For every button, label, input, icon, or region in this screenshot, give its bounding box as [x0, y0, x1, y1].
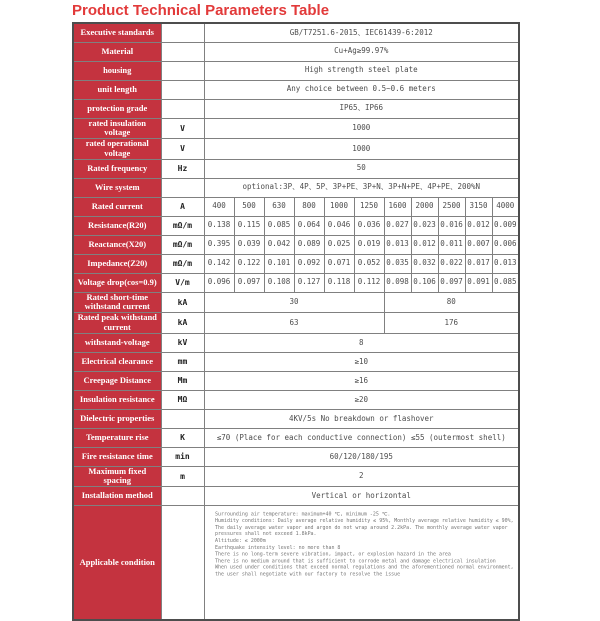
row-unit — [161, 99, 204, 118]
value-cell: 0.012 — [465, 216, 492, 235]
value-cell: Cu+Ag≥99.97% — [204, 42, 519, 61]
row-label: Installation method — [73, 487, 161, 506]
value-cell: 0.013 — [492, 254, 519, 273]
row-unit: V/m — [161, 273, 204, 292]
row-unit: V — [161, 118, 204, 139]
table-row — [73, 197, 519, 216]
value-cell: 50 — [204, 159, 519, 178]
value-cell: 0.039 — [234, 235, 264, 254]
table-row — [73, 409, 519, 428]
value-cell: 80 — [384, 292, 519, 313]
value-cell: optional:3P、4P、5P、3P+PE、3P+N、3P+N+PE、4P+PE、200%N — [204, 178, 519, 197]
value-cell: 0.071 — [324, 254, 354, 273]
table-row — [73, 139, 519, 160]
value-cell: 0.112 — [354, 273, 384, 292]
value-cell: 1000 — [204, 118, 519, 139]
value-cell: 0.091 — [465, 273, 492, 292]
row-label: Electrical clearance — [73, 352, 161, 371]
row-unit: mΩ/m — [161, 216, 204, 235]
row-label: Voltage drop(cos=0.9) — [73, 273, 161, 292]
row-label: Resistance(R20) — [73, 216, 161, 235]
table-row — [73, 235, 519, 254]
value-cell: 4000 — [492, 197, 519, 216]
value-cell: 0.042 — [264, 235, 294, 254]
table-row — [73, 42, 519, 61]
value-cell: ≥10 — [204, 352, 519, 371]
table-row — [73, 313, 519, 334]
value-cell: 0.064 — [294, 216, 324, 235]
value-cell: 0.138 — [204, 216, 234, 235]
row-unit: mΩ/m — [161, 254, 204, 273]
value-cell: Vertical or horizontal — [204, 487, 519, 506]
row-label: Insulation resistance — [73, 390, 161, 409]
value-cell: 0.089 — [294, 235, 324, 254]
row-unit: Hz — [161, 159, 204, 178]
row-label: unit length — [73, 80, 161, 99]
row-unit — [161, 409, 204, 428]
row-label: Executive standards — [73, 23, 161, 42]
value-cell: 1000 — [204, 139, 519, 160]
row-label: Maximum fixed spacing — [73, 466, 161, 487]
row-label: Rated peak withstand current — [73, 313, 161, 334]
parameters-table-body — [73, 23, 519, 620]
value-cell: 0.097 — [234, 273, 264, 292]
value-cell: 0.046 — [324, 216, 354, 235]
value-cell: 500 — [234, 197, 264, 216]
table-row — [73, 487, 519, 506]
value-cell: 0.027 — [384, 216, 411, 235]
value-cell: 1600 — [384, 197, 411, 216]
value-cell: 800 — [294, 197, 324, 216]
row-unit — [161, 487, 204, 506]
value-cell: 0.122 — [234, 254, 264, 273]
row-label: Rated short-time withstand current — [73, 292, 161, 313]
row-label: Reactance(X20) — [73, 235, 161, 254]
row-label: Material — [73, 42, 161, 61]
table-row — [73, 80, 519, 99]
value-cell: 0.009 — [492, 216, 519, 235]
value-cell: 0.097 — [438, 273, 465, 292]
value-cell: 0.096 — [204, 273, 234, 292]
value-cell: 0.023 — [411, 216, 438, 235]
value-cell: 0.142 — [204, 254, 234, 273]
row-label: Rated frequency — [73, 159, 161, 178]
value-cell: 0.106 — [411, 273, 438, 292]
value-cell: ≤70 (Place for each conductive connection) ≤55 (outermost shell) — [204, 428, 519, 447]
value-cell: 0.025 — [324, 235, 354, 254]
value-cell: 0.022 — [438, 254, 465, 273]
table-row — [73, 447, 519, 466]
value-cell: 1250 — [354, 197, 384, 216]
row-label: Wire system — [73, 178, 161, 197]
value-cell: 2500 — [438, 197, 465, 216]
value-cell: ≥20 — [204, 390, 519, 409]
value-cell: 0.395 — [204, 235, 234, 254]
value-cell: Any choice between 0.5~0.6 meters — [204, 80, 519, 99]
table-row — [73, 371, 519, 390]
row-label: Fire resistance time — [73, 447, 161, 466]
value-cell: 3150 — [465, 197, 492, 216]
value-cell: High strength steel plate — [204, 61, 519, 80]
value-cell: 0.011 — [438, 235, 465, 254]
row-label: withstand-voltage — [73, 333, 161, 352]
value-cell: 0.036 — [354, 216, 384, 235]
table-row — [73, 118, 519, 139]
row-unit — [161, 178, 204, 197]
value-cell: 0.101 — [264, 254, 294, 273]
value-cell: 0.016 — [438, 216, 465, 235]
value-cell: 60/120/180/195 — [204, 447, 519, 466]
value-cell: 0.017 — [465, 254, 492, 273]
row-label: protection grade — [73, 99, 161, 118]
row-label: housing — [73, 61, 161, 80]
table-row — [73, 178, 519, 197]
row-unit: kA — [161, 292, 204, 313]
table-row — [73, 23, 519, 42]
value-cell: 0.032 — [411, 254, 438, 273]
table-row — [73, 333, 519, 352]
row-unit — [161, 42, 204, 61]
table-row — [73, 99, 519, 118]
row-unit: Mm — [161, 371, 204, 390]
row-unit — [161, 80, 204, 99]
value-cell: 176 — [384, 313, 519, 334]
row-unit: kA — [161, 313, 204, 334]
condition-text: Surrounding air temperature: maximum+40 ℃, minimum -25 ℃. Humidity conditions: Daily average relative humidity ≤ 95%, Monthly average relative humidity ≤ 90%, The daily average water vapor and argon do not wrap around 2.2kPa. The monthly average water vapor pressures shall not exceed 1.8kPa. Altitude: ≤ 2000m Earthquake intensity level: no more than 8 There is no long-term severe vibration, impact, or explosion hazard in the area There is no medium around that is sufficient to corrode metal and damage electrical insulation When used under conditions that exceed normal regulations and the aforementioned normal environment, the user shall negotiate with our factory to resolve the issue — [214, 511, 514, 577]
row-unit — [161, 506, 204, 620]
row-label: Rated current — [73, 197, 161, 216]
value-cell — [204, 506, 519, 620]
row-unit: K — [161, 428, 204, 447]
value-cell: 0.012 — [411, 235, 438, 254]
row-label: Dielectric properties — [73, 409, 161, 428]
value-cell: 0.098 — [384, 273, 411, 292]
value-cell: IP65、IP66 — [204, 99, 519, 118]
value-cell: 0.006 — [492, 235, 519, 254]
value-cell: 0.115 — [234, 216, 264, 235]
row-unit: min — [161, 447, 204, 466]
table-row — [73, 216, 519, 235]
row-unit: MΩ — [161, 390, 204, 409]
value-cell: 2000 — [411, 197, 438, 216]
table-row — [73, 352, 519, 371]
row-unit: mm — [161, 352, 204, 371]
value-cell: 0.127 — [294, 273, 324, 292]
value-cell: 30 — [204, 292, 384, 313]
value-cell: 400 — [204, 197, 234, 216]
row-label: Temperature rise — [73, 428, 161, 447]
row-label: Impedance(Z20) — [73, 254, 161, 273]
table-row — [73, 254, 519, 273]
table-row — [73, 390, 519, 409]
table-row — [73, 292, 519, 313]
row-label: rated operational voltage — [73, 139, 161, 160]
table-row — [73, 159, 519, 178]
value-cell: 0.108 — [264, 273, 294, 292]
value-cell: 0.092 — [294, 254, 324, 273]
value-cell: 0.052 — [354, 254, 384, 273]
value-cell: GB/T7251.6-2015、IEC61439-6:2012 — [204, 23, 519, 42]
row-unit: mΩ/m — [161, 235, 204, 254]
row-unit: V — [161, 139, 204, 160]
value-cell: 0.007 — [465, 235, 492, 254]
row-label: Creepage Distance — [73, 371, 161, 390]
value-cell: 8 — [204, 333, 519, 352]
value-cell: 4KV/5s No breakdown or flashover — [204, 409, 519, 428]
row-unit — [161, 61, 204, 80]
value-cell: 1000 — [324, 197, 354, 216]
value-cell: 0.019 — [354, 235, 384, 254]
value-cell: 0.085 — [492, 273, 519, 292]
table-row — [73, 273, 519, 292]
row-unit: kV — [161, 333, 204, 352]
value-cell: 2 — [204, 466, 519, 487]
row-unit: m — [161, 466, 204, 487]
table-row — [73, 428, 519, 447]
value-cell: ≥16 — [204, 371, 519, 390]
table-row — [73, 506, 519, 620]
table-row — [73, 61, 519, 80]
value-cell: 0.035 — [384, 254, 411, 273]
page-title: Product Technical Parameters Table — [72, 2, 330, 19]
parameters-table — [72, 22, 520, 621]
value-cell: 63 — [204, 313, 384, 334]
row-unit: A — [161, 197, 204, 216]
row-label: rated insulation voltage — [73, 118, 161, 139]
table-row — [73, 466, 519, 487]
value-cell: 0.085 — [264, 216, 294, 235]
row-unit — [161, 23, 204, 42]
value-cell: 630 — [264, 197, 294, 216]
value-cell: 0.013 — [384, 235, 411, 254]
row-label: Applicable condition — [73, 506, 161, 620]
value-cell: 0.118 — [324, 273, 354, 292]
